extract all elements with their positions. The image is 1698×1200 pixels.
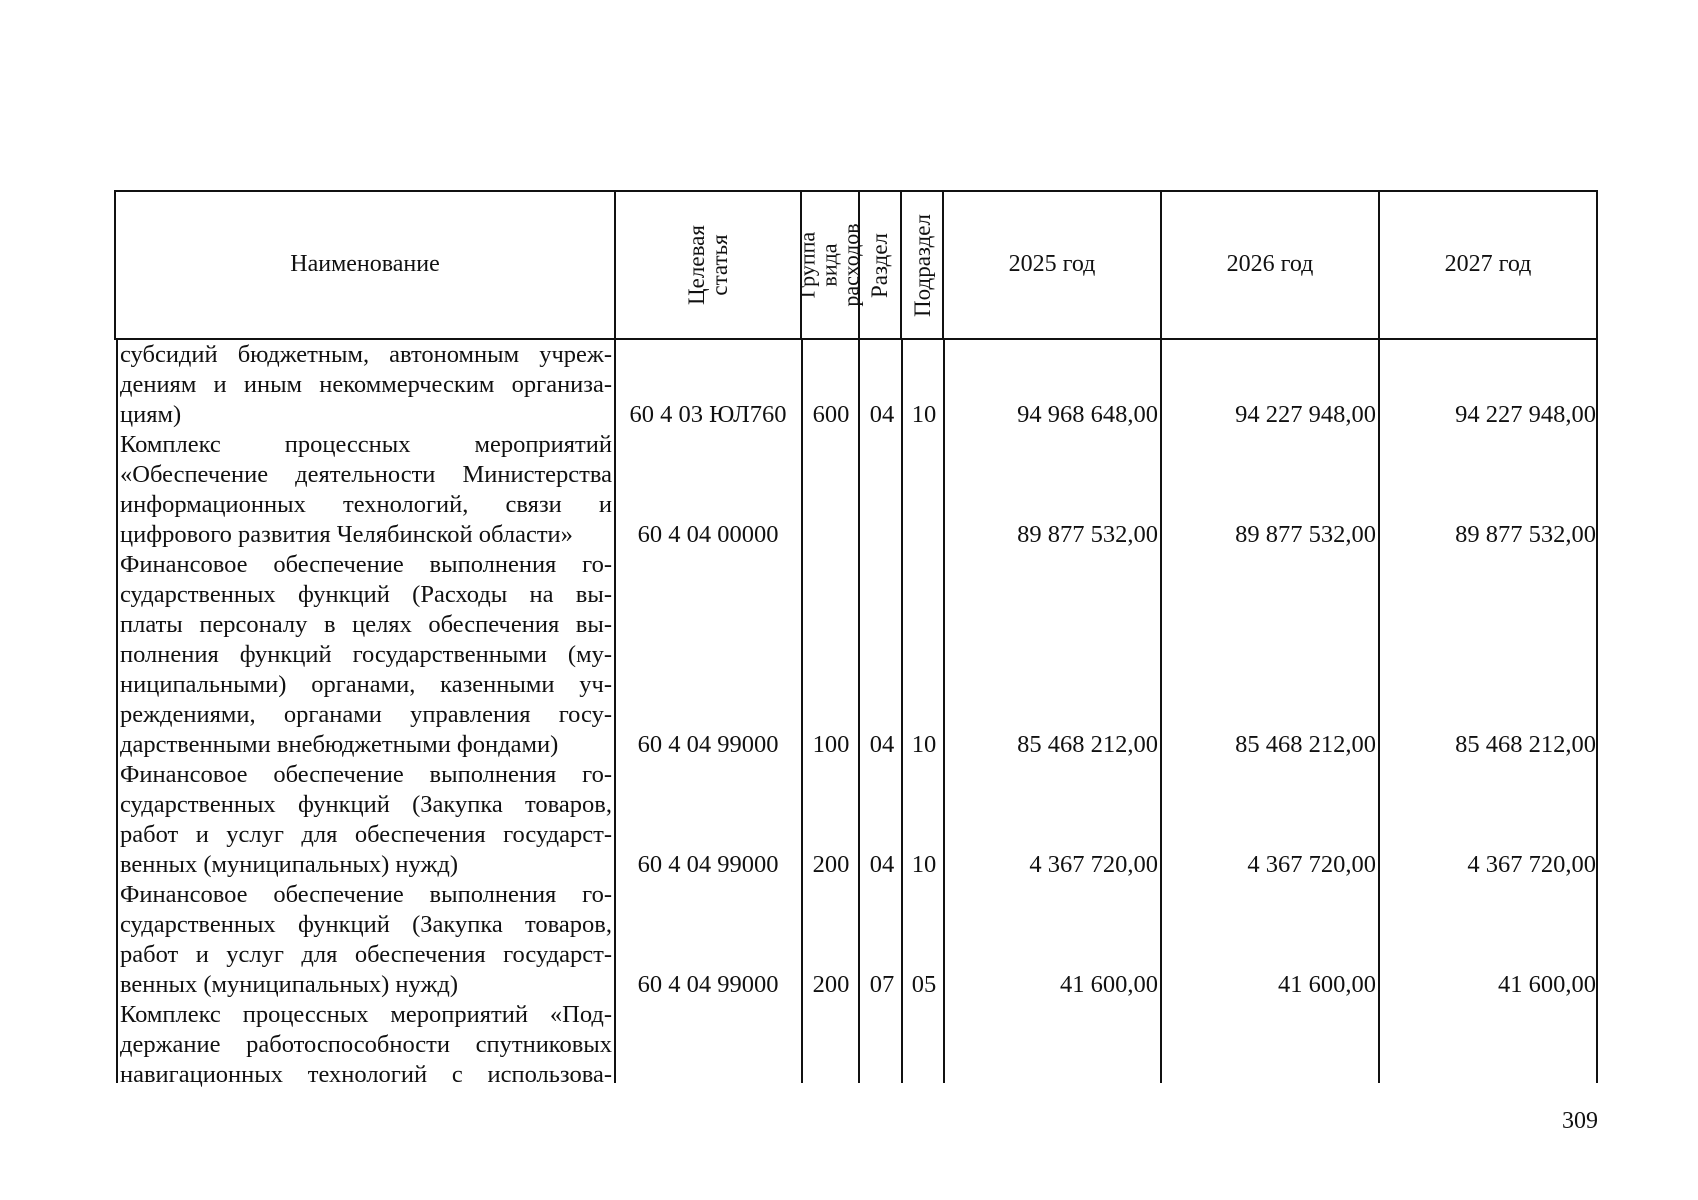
name-line: Финансовое обеспечение выполнения го- xyxy=(120,761,612,788)
name-line: цифрового развития Челябинской области» xyxy=(120,521,573,548)
cell-2027: 85 468 212,00 xyxy=(1455,731,1596,758)
name-line: реждениями, органами управления госу- xyxy=(120,701,612,728)
name-line: «Обеспечение деятельности Министерства xyxy=(120,461,612,488)
cell-2026: 4 367 720,00 xyxy=(1247,851,1376,878)
cell-2027: 41 600,00 xyxy=(1498,971,1596,998)
name-line: дарственными внебюджетными фондами) xyxy=(120,731,559,758)
body-col-border xyxy=(1378,338,1380,1083)
cell-subsection: 10 xyxy=(911,401,937,428)
table-row-name xyxy=(120,550,612,760)
header-section xyxy=(860,192,900,338)
header-expense-group-text: Группа вида расходов xyxy=(795,223,864,307)
header-section-text: Раздел xyxy=(867,232,893,298)
name-line: субсидий бюджетным, автономным учреж- xyxy=(120,341,612,368)
name-line: платы персоналу в целях обеспечения вы- xyxy=(120,611,612,638)
name-line: полнения функций государственными (му- xyxy=(120,641,612,668)
name-line: Финансовое обеспечение выполнения го- xyxy=(120,551,612,578)
cell-2025: 4 367 720,00 xyxy=(1029,851,1158,878)
table-row-name xyxy=(120,430,612,550)
name-line: венных (муниципальных) нужд) xyxy=(120,851,459,878)
cell-2025: 41 600,00 xyxy=(1060,971,1158,998)
name-line: Финансовое обеспечение выполнения го- xyxy=(120,881,612,908)
body-col-border xyxy=(858,338,860,1083)
cell-expense-group: 100 xyxy=(812,731,850,758)
header-subsection xyxy=(902,192,942,338)
header-target-article xyxy=(616,192,800,338)
cell-target-article: 60 4 03 ЮЛ760 xyxy=(629,401,787,428)
header-target-article-text: Целевая статья xyxy=(684,225,732,305)
cell-target-article: 60 4 04 00000 xyxy=(637,521,779,548)
cell-2025: 89 877 532,00 xyxy=(1017,521,1158,548)
cell-2025: 85 468 212,00 xyxy=(1017,731,1158,758)
header-year-2025: 2025 год xyxy=(1008,251,1096,278)
table-row-name xyxy=(120,340,612,430)
body-col-border xyxy=(116,338,118,1083)
cell-2027: 94 227 948,00 xyxy=(1455,401,1596,428)
cell-subsection: 10 xyxy=(911,851,937,878)
cell-target-article: 60 4 04 99000 xyxy=(637,731,779,758)
body-col-border xyxy=(801,338,803,1083)
cell-subsection: 05 xyxy=(911,971,937,998)
name-line: работ и услуг для обеспечения государст- xyxy=(120,941,612,968)
cell-target-article: 60 4 04 99000 xyxy=(637,971,779,998)
cell-section: 04 xyxy=(869,401,895,428)
cell-target-article: 60 4 04 99000 xyxy=(637,851,779,878)
cell-2026: 85 468 212,00 xyxy=(1235,731,1376,758)
cell-2026: 89 877 532,00 xyxy=(1235,521,1376,548)
name-line: сударственных функций (Закупка товаров, xyxy=(120,791,612,818)
cell-expense-group: 200 xyxy=(812,851,850,878)
cell-expense-group: 200 xyxy=(812,971,850,998)
name-line: сударственных функций (Расходы на вы- xyxy=(120,581,612,608)
cell-section: 04 xyxy=(869,731,895,758)
name-line: венных (муниципальных) нужд) xyxy=(120,971,459,998)
header-subsection-text: Подраздел xyxy=(909,213,935,317)
cell-section: 04 xyxy=(869,851,895,878)
cell-section: 07 xyxy=(869,971,895,998)
table-row-name xyxy=(120,760,612,880)
header-name: Наименование xyxy=(290,251,440,278)
name-line: Комплекс процессных мероприятий xyxy=(120,431,612,458)
name-line: навигационных технологий с использова- xyxy=(120,1061,612,1088)
cell-subsection: 10 xyxy=(911,731,937,758)
cell-2026: 94 227 948,00 xyxy=(1235,401,1376,428)
header-col-border xyxy=(1596,190,1598,340)
name-line: информационных технологий, связи и xyxy=(120,491,612,518)
page-number: 309 xyxy=(1562,1108,1598,1134)
table-row-name xyxy=(120,880,612,1000)
name-line: работ и услуг для обеспечения государст- xyxy=(120,821,612,848)
header-year-2027: 2027 год xyxy=(1444,251,1532,278)
table-row-name xyxy=(120,1000,612,1090)
cell-expense-group: 600 xyxy=(812,401,850,428)
cell-2027: 4 367 720,00 xyxy=(1467,851,1596,878)
name-line: дениям и иным некоммерческим организа- xyxy=(120,371,612,398)
body-col-border xyxy=(1160,338,1162,1083)
cell-2025: 94 968 648,00 xyxy=(1017,401,1158,428)
name-line: ниципальными) органами, казенными уч- xyxy=(120,671,612,698)
cell-2027: 89 877 532,00 xyxy=(1455,521,1596,548)
cell-2026: 41 600,00 xyxy=(1278,971,1376,998)
name-line: держание работоспособности спутниковых xyxy=(120,1031,612,1058)
name-line: Комплекс процессных мероприятий «Под- xyxy=(120,1001,612,1028)
body-col-border xyxy=(1596,338,1598,1083)
name-line: циям) xyxy=(120,401,182,428)
name-line: сударственных функций (Закупка товаров, xyxy=(120,911,612,938)
header-expense-group xyxy=(795,192,864,338)
header-year-2026: 2026 год xyxy=(1226,251,1314,278)
